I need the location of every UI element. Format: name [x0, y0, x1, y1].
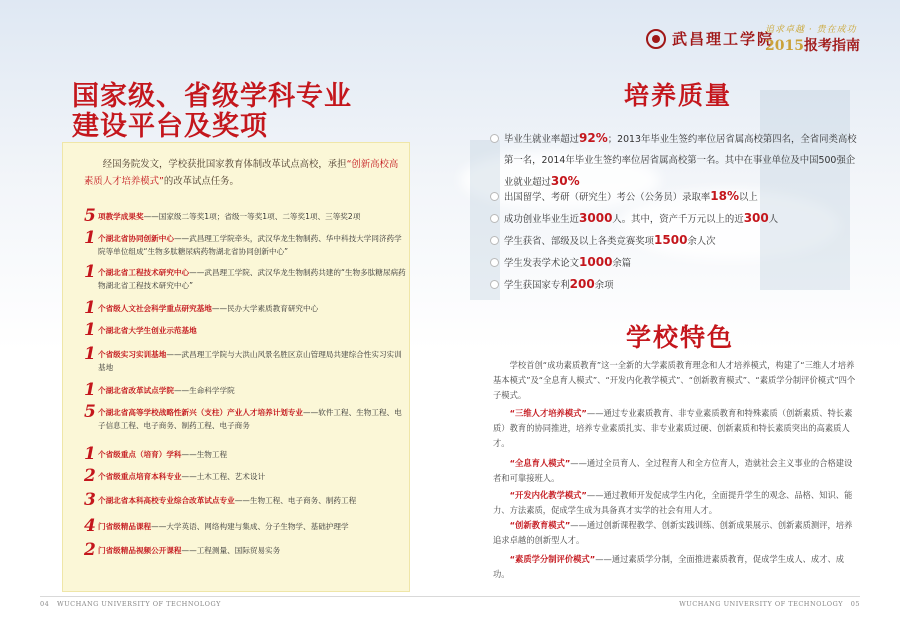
college-logo — [646, 28, 774, 49]
quality-item — [490, 128, 860, 193]
mode-item — [493, 406, 858, 451]
bullet-icon — [490, 214, 499, 223]
quality-text-part: 余人次 — [687, 236, 716, 247]
award-desc: ——武昌理工学院、武汉华龙生物制药共建的“生物多肽糖尿病药物湖北省工程技术研究中心” — [98, 268, 406, 290]
footer-right — [679, 600, 860, 608]
page-number-left: 04 — [40, 600, 50, 608]
quality-text-part: 出国留学、考研（研究生）考公（公务员）录取率 — [504, 192, 711, 203]
award-desc: ——国家级二等奖1项；省级一等奖1项、二等奖1项、三等奖2项 — [143, 212, 361, 221]
left-title-line1: 国家级、省级学科专业 — [72, 81, 352, 112]
quality-item — [490, 186, 860, 208]
guide-year: 2015 — [765, 38, 804, 54]
intro-highlight: “创新高校高素质人才培养模式” — [84, 159, 399, 187]
college-seal-icon — [646, 29, 666, 49]
award-count: 1 — [84, 262, 96, 282]
award-count: 2 — [84, 540, 96, 560]
footer-divider — [40, 596, 860, 597]
award-name: 项教学成果奖 — [98, 212, 144, 221]
intro-text: 经国务院发文，学校获批国家教育体制改革试点高校，承担 — [102, 159, 347, 170]
mode-name: “全息育人模式” — [509, 458, 571, 468]
award-item — [84, 542, 406, 559]
award-text — [98, 542, 280, 557]
award-desc: ——生物工程、电子商务、制药工程 — [234, 496, 357, 505]
award-count: 1 — [84, 320, 96, 340]
quality-title: 培养质量 — [624, 81, 733, 110]
award-text — [98, 382, 235, 397]
quality-text — [504, 230, 716, 252]
mode-item — [493, 488, 858, 518]
award-desc: ——软件工程、生物工程、电子信息工程、电子商务、制药工程、电子商务 — [98, 408, 402, 430]
quality-text-part: 学生获省、部级及以上各类竞赛奖项 — [504, 236, 655, 247]
award-text — [98, 518, 349, 533]
page-number-right: 05 — [850, 600, 860, 608]
mode-name: “创新教育模式” — [509, 520, 571, 530]
quality-figure: 18% — [710, 189, 739, 203]
award-count: 1 — [84, 380, 96, 400]
bullet-icon — [490, 258, 499, 267]
award-count: 5 — [84, 402, 96, 422]
intro-text-end: 的改革试点任务。 — [163, 176, 239, 187]
award-desc: ——民办大学素质教育研究中心 — [211, 304, 319, 313]
award-count: 1 — [84, 444, 96, 464]
college-name: 武昌理工学院 — [671, 30, 774, 48]
award-text — [98, 468, 265, 483]
award-item — [84, 492, 406, 509]
award-item — [84, 264, 406, 292]
award-item — [84, 404, 406, 432]
quality-figure: 30% — [550, 174, 580, 188]
quality-figure: 92% — [579, 131, 608, 145]
mode-desc: ——通过专业素质教育、非专业素质教育和特殊素质（创新素质、特长素质）教育的协同推进，培养专业素质扎实、非专业素质过硬、创新素质和特长素质突出的高素质人才。 — [493, 408, 853, 448]
award-text — [98, 208, 360, 223]
university-name-left: WUCHANG UNIVERSITY OF TECHNOLOGY — [56, 600, 221, 608]
award-name: 个省级重点培育本科专业 — [98, 472, 182, 481]
award-text — [98, 300, 318, 315]
award-item — [84, 468, 406, 485]
bullet-icon — [490, 192, 499, 201]
quality-text — [504, 186, 758, 208]
award-desc: ——武昌理工学院牵头，武汉华龙生物制药、华中科技大学同济药学院等单位组成“生物多肽糖尿病药物湖北省协同创新中心” — [98, 234, 402, 256]
award-item — [84, 230, 406, 258]
quality-text-part: 毕业生就业率超过 — [504, 134, 580, 145]
slogan: 追求卓越 · 贵在成功 — [765, 25, 857, 35]
mode-name: “素质学分制评价模式” — [509, 554, 596, 564]
footer-left — [40, 600, 221, 608]
quality-figure: 1000 — [579, 255, 613, 269]
quality-text-part: 余项 — [594, 280, 614, 291]
mode-name: “三维人才培养模式” — [509, 408, 587, 418]
quality-text-part: 学生发表学术论文 — [504, 258, 580, 269]
award-count: 3 — [84, 490, 96, 510]
award-item — [84, 322, 406, 339]
award-count: 1 — [84, 228, 96, 248]
bullet-icon — [490, 236, 499, 245]
mode-item — [493, 552, 858, 582]
award-count: 2 — [84, 466, 96, 486]
quality-text-part: 学生获国家专利 — [504, 280, 570, 291]
award-item — [84, 208, 406, 225]
quality-text — [504, 274, 613, 296]
mode-desc: ——通过创新课程教学、创新实践训练、创新成果展示、创新素质测评，培养追求卓越的创新型人才。 — [493, 520, 853, 545]
quality-text — [504, 128, 860, 193]
guide-label: 报考指南 — [804, 38, 860, 54]
award-text — [98, 492, 356, 507]
quality-item — [490, 230, 860, 252]
quality-figure: 1500 — [654, 233, 688, 247]
award-name: 门省级精品视频公开课程 — [98, 546, 182, 555]
award-name: 个省级实习实训基地 — [98, 350, 167, 359]
mode-desc: ——通过全员育人、全过程育人和全方位育人，造就社会主义事业的合格建设者和可靠接班人。 — [493, 458, 853, 483]
award-desc: ——土木工程、艺术设计 — [181, 472, 266, 481]
left-title-line2: 建设平台及奖项 — [72, 111, 268, 142]
bullet-icon — [490, 134, 499, 143]
award-name: 个湖北省本科高校专业综合改革试点专业 — [98, 496, 235, 505]
reform-intro — [84, 156, 402, 190]
award-item — [84, 300, 406, 317]
award-name: 个湖北省大学生创业示范基地 — [98, 326, 197, 335]
award-item — [84, 346, 406, 374]
quality-text-part: 余篇 — [612, 258, 632, 269]
award-name: 个省级人文社会科学重点研究基地 — [98, 304, 212, 313]
award-name: 个湖北省高等学校战略性新兴（支柱）产业人才培养计划专业 — [98, 408, 304, 417]
award-name: 个省级重点（培育）学科 — [98, 450, 182, 459]
award-item — [84, 382, 406, 399]
quality-text-part: 人 — [768, 214, 779, 225]
bullet-icon — [490, 280, 499, 289]
award-item — [84, 446, 406, 463]
award-name: 个湖北省协同创新中心 — [98, 234, 174, 243]
award-count: 4 — [84, 516, 96, 536]
award-count: 1 — [84, 344, 96, 364]
award-desc: ——武昌理工学院与大洪山风景名胜区京山管理局共建综合性实习实训基地 — [98, 350, 402, 372]
quality-item — [490, 208, 860, 230]
award-text — [98, 264, 406, 292]
award-text — [98, 346, 406, 374]
features-intro: 学校首创“成功素质教育”这一全新的大学素质教育理念和人才培养模式，构建了“三维人才培养基本模式”及“全息育人模式”、“开发内化教学模式”、“创新教育模式”、“素质学分制评价模式”四个子模式。 — [493, 360, 856, 400]
award-desc: ——生物工程 — [181, 450, 228, 459]
award-text — [98, 230, 406, 258]
award-desc: ——工程测量、国际贸易实务 — [181, 546, 281, 555]
quality-text — [504, 208, 778, 230]
award-count: 5 — [84, 206, 96, 226]
quality-text-part: 人。其中，资产千万元以上的近 — [612, 214, 744, 225]
award-name: 门省级精品课程 — [98, 522, 152, 531]
guide-header — [765, 22, 860, 55]
quality-text-part: 成功创业毕业生近 — [504, 214, 580, 225]
mode-item — [493, 518, 858, 548]
award-desc: ——大学英语、网络构建与集成、分子生物学、基础护理学 — [151, 522, 349, 531]
quality-item — [490, 252, 860, 274]
award-text — [98, 404, 406, 432]
quality-figure: 300 — [743, 211, 769, 225]
mode-name: “开发内化教学模式” — [509, 490, 587, 500]
quality-text — [504, 252, 631, 274]
mode-desc: ——通过教师开发促成学生内化，全面提升学生的观念、品格、知识、能力、方法素质，促成学生成为具备真才实学的社会有用人才。 — [493, 490, 853, 515]
quality-figure: 200 — [569, 277, 595, 291]
quality-text-part: ；2013年毕业生签约率位居省属高校第四名，全省同类高校第一名，2014年毕业生签约率位居省属高校第一名。其中在事业单位及中国500强企业就业超过 — [504, 134, 857, 188]
university-name-right: WUCHANG UNIVERSITY OF TECHNOLOGY — [679, 600, 844, 608]
award-name: 个湖北省改革试点学院 — [98, 386, 174, 395]
award-text — [98, 446, 227, 461]
mode-desc: ——通过素质学分制，全面推进素质教育，促成学生成人、成才、成功。 — [493, 554, 845, 579]
award-name: 个湖北省工程技术研究中心 — [98, 268, 190, 277]
quality-item — [490, 274, 860, 296]
features-title: 学校特色 — [626, 323, 735, 352]
award-count: 1 — [84, 298, 96, 318]
award-text — [98, 322, 197, 337]
quality-text-part: 以上 — [739, 192, 758, 203]
award-item — [84, 518, 406, 535]
quality-figure: 3000 — [579, 211, 613, 225]
award-desc: ——生命科学学院 — [173, 386, 235, 395]
mode-item — [493, 456, 858, 486]
guide-title — [765, 35, 860, 55]
